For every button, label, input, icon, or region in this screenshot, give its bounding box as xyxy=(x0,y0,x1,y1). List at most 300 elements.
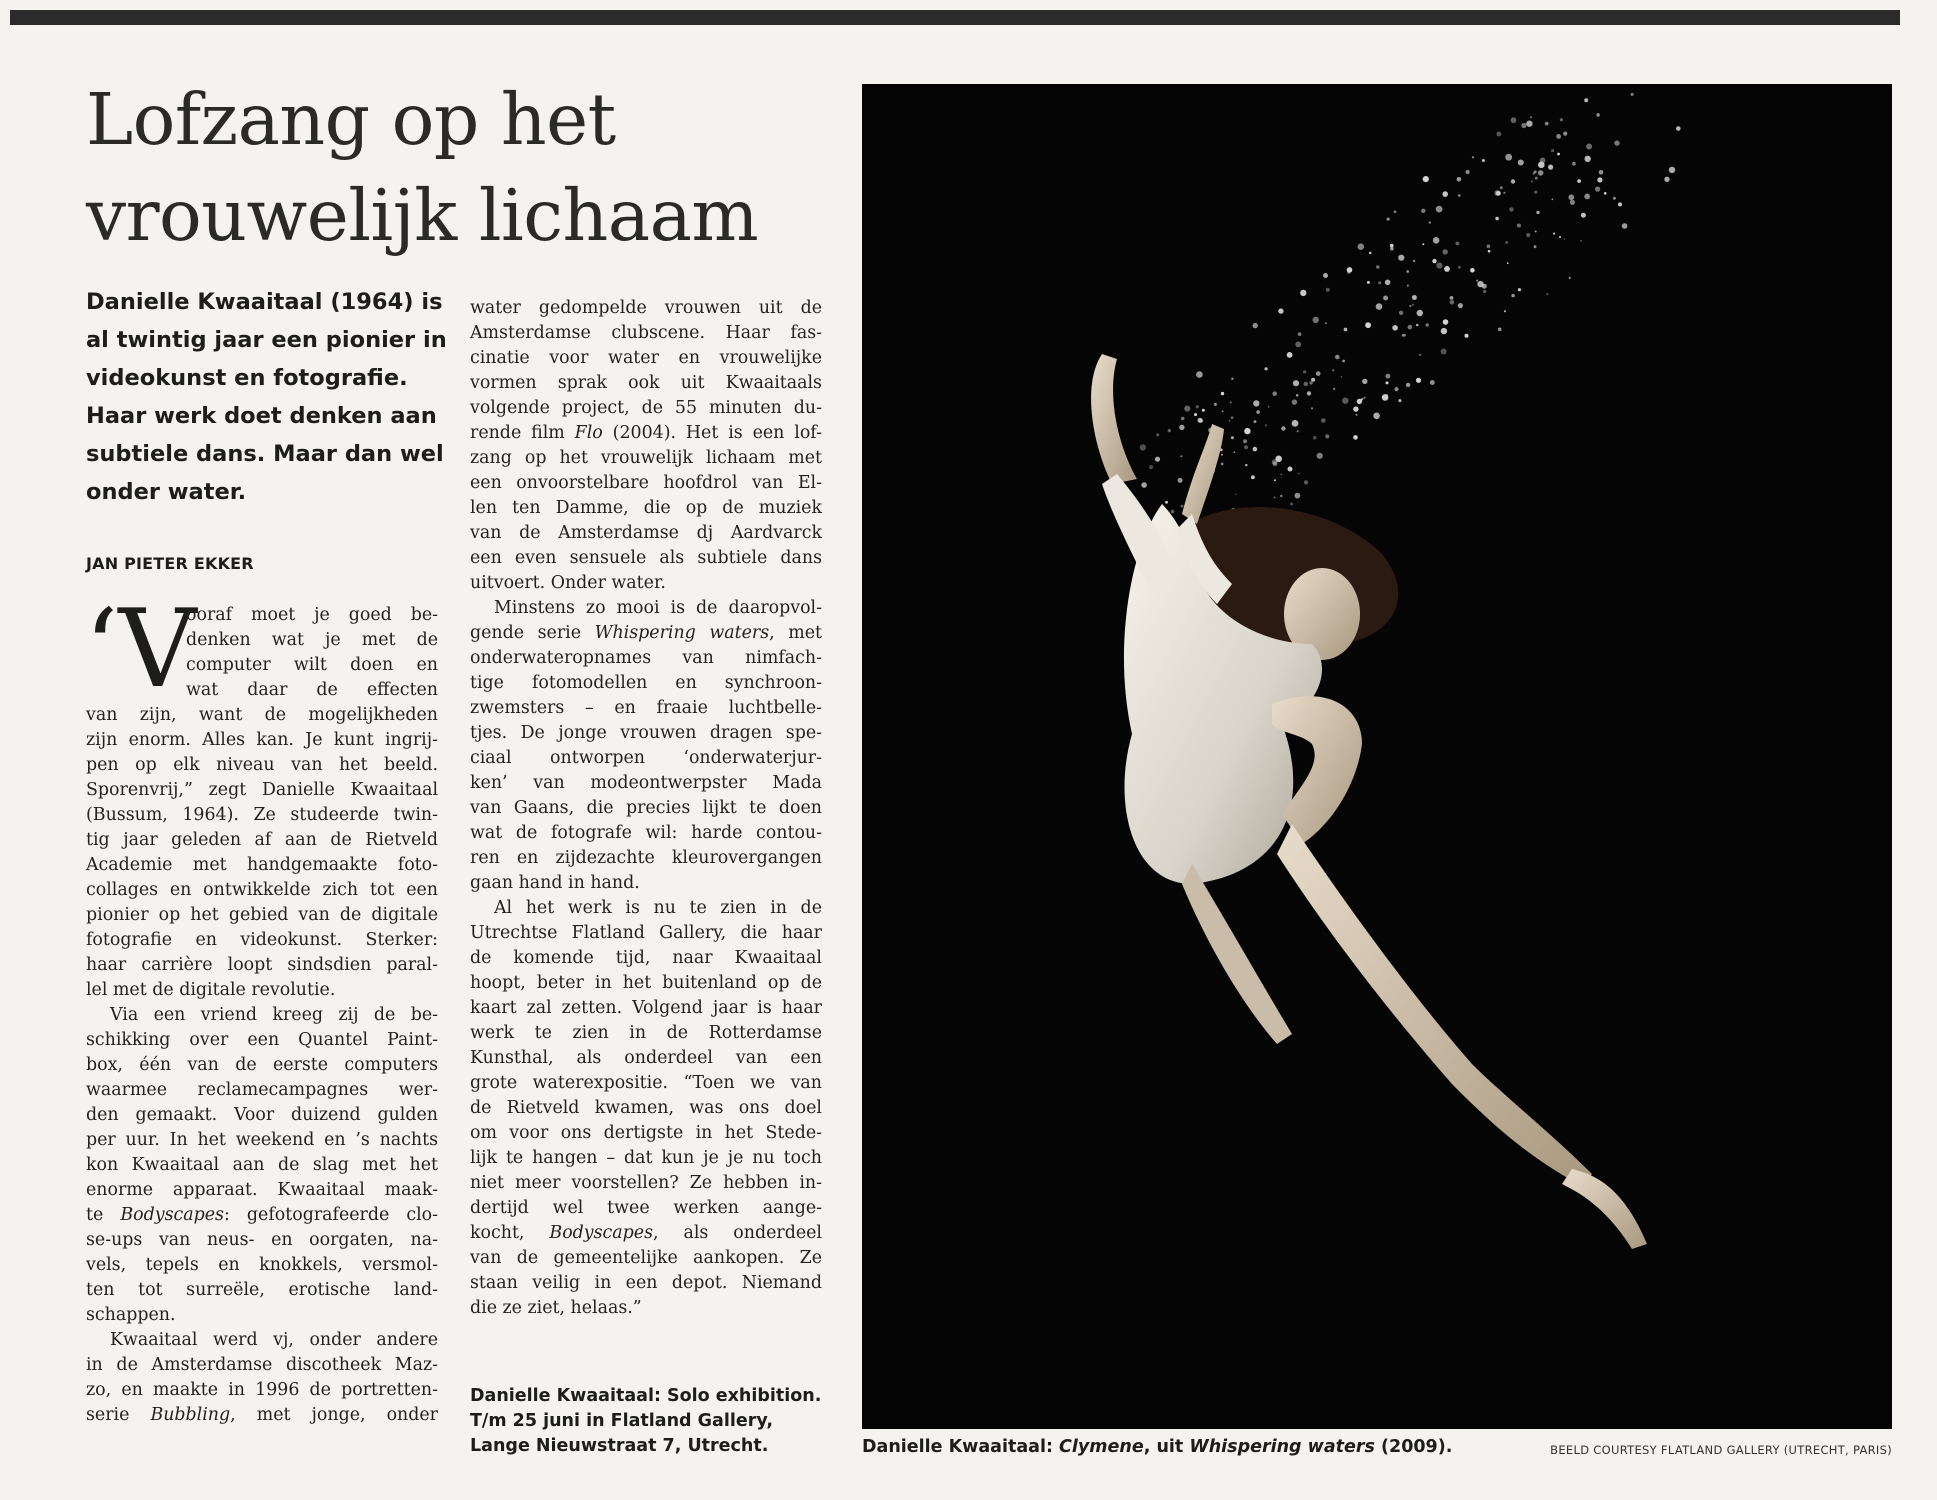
body-line: ren en zijdezachte kleurovergangen xyxy=(470,848,822,868)
bubble xyxy=(1385,374,1390,379)
bubble xyxy=(1669,167,1675,173)
body-line: fotografie en videokunst. Sterker: xyxy=(86,930,438,950)
bubble xyxy=(1538,162,1545,169)
bubble xyxy=(1517,224,1521,228)
bubble xyxy=(1265,367,1268,370)
bubble xyxy=(1297,430,1299,432)
bubble xyxy=(1416,378,1421,383)
body-line: een even sensuele als subtiele dans xyxy=(470,548,822,568)
bubble xyxy=(1304,382,1309,387)
bubble xyxy=(1194,413,1197,416)
caption-series: Whispering waters xyxy=(1189,1437,1375,1457)
body-line: wat de fotografe wil: harde contou- xyxy=(470,823,822,843)
bubble xyxy=(1584,194,1590,200)
bubble xyxy=(1526,233,1530,237)
bubble xyxy=(1347,267,1353,273)
bubble xyxy=(1394,210,1397,213)
body-line: gende serie Whispering waters, met xyxy=(470,623,822,643)
bubble xyxy=(1280,495,1282,497)
bubble xyxy=(1214,403,1217,406)
bubble xyxy=(1442,191,1448,197)
bubble xyxy=(1406,383,1410,387)
body-line: zang op het vrouwelijk lichaam met xyxy=(470,448,822,468)
bubble xyxy=(1155,457,1160,462)
body-line: tig jaar geleden af aan de Rietveld xyxy=(86,830,438,850)
bubble xyxy=(1436,262,1442,268)
exhibition-info xyxy=(470,1384,830,1459)
bubble xyxy=(1356,414,1358,416)
bubble xyxy=(1313,436,1317,440)
bubble xyxy=(1563,132,1567,136)
bubble xyxy=(1253,447,1258,452)
bubble xyxy=(1444,266,1450,272)
body-line: denken wat je met de xyxy=(186,630,438,650)
body-line: ken’ van modeontwerpster Mada xyxy=(470,773,822,793)
bubble xyxy=(1251,475,1255,479)
bubble xyxy=(1631,93,1634,96)
body-line: Amsterdamse clubscene. Haar fas- xyxy=(470,323,822,343)
body-line: niet meer voorstellen? Ze hebben in- xyxy=(470,1173,822,1193)
bubble xyxy=(1181,505,1184,508)
bubble xyxy=(1353,435,1358,440)
lead-line: al twintig jaar een pionier in xyxy=(86,327,447,353)
bubble xyxy=(1378,281,1381,284)
bubble xyxy=(1353,406,1358,411)
bubble xyxy=(1432,259,1436,263)
bubble xyxy=(1181,417,1185,421)
caption-suffix: (2009). xyxy=(1374,1437,1453,1457)
bubble xyxy=(1408,325,1413,330)
bubble xyxy=(1412,295,1417,300)
bubble xyxy=(1292,399,1297,404)
body-line: waarmee reclamecampagnes wer- xyxy=(86,1080,438,1100)
bubble xyxy=(1546,293,1548,295)
bubble xyxy=(1482,284,1487,289)
lead-line: subtiele dans. Maar dan wel xyxy=(86,441,444,467)
bubble xyxy=(1545,122,1549,126)
bubble xyxy=(1365,322,1371,328)
bubble xyxy=(1507,262,1509,264)
bubble xyxy=(1531,181,1533,183)
body-line: onderwateropnames van nimfach- xyxy=(470,648,822,668)
body-line: van de Amsterdamse dj Aardvarck xyxy=(470,523,822,543)
bubble xyxy=(1303,370,1306,373)
body-line: Via een vriend kreeg zij de be- xyxy=(110,1005,438,1025)
bubble xyxy=(1409,305,1411,307)
bubble xyxy=(1466,170,1470,174)
body-line: te Bodyscapes: gefotografeerde clo- xyxy=(86,1205,438,1225)
body-line: ciaal ontworpen ‘onderwaterjur- xyxy=(470,748,822,768)
bubble xyxy=(1196,405,1199,408)
body-line: van de gemeentelijke aankopen. Ze xyxy=(470,1248,822,1268)
bubble xyxy=(1487,244,1491,248)
lead-line: videokunst en fotografie. xyxy=(86,365,408,391)
bubble xyxy=(1482,159,1485,162)
bubble xyxy=(1585,156,1591,162)
bubble xyxy=(1231,436,1234,439)
bubble xyxy=(1407,285,1409,287)
bubble xyxy=(1530,116,1532,118)
bubble xyxy=(1235,494,1237,496)
bubble xyxy=(1509,207,1513,211)
bubble xyxy=(1504,310,1506,312)
caption-prefix: Danielle Kwaaitaal: xyxy=(862,1437,1060,1457)
bubble xyxy=(1141,482,1147,488)
bubble xyxy=(1317,453,1323,459)
bubble xyxy=(1503,192,1505,194)
bubble xyxy=(1416,324,1419,327)
bubble xyxy=(1412,304,1414,306)
body-line: box, één van de eerste computers xyxy=(86,1055,438,1075)
body-line: van Gaans, die precies lijkt te doen xyxy=(470,798,822,818)
bubble xyxy=(1363,397,1365,399)
bubble xyxy=(1335,355,1340,360)
lead-line: Haar werk doet denken aan xyxy=(86,403,437,429)
bubble xyxy=(1149,465,1153,469)
body-line: kocht, Bodyscapes, als onderdeel xyxy=(470,1223,822,1243)
bubble xyxy=(1535,177,1538,180)
bubble xyxy=(1430,380,1435,385)
bubble xyxy=(1534,245,1537,248)
bubble xyxy=(1168,429,1171,432)
byline: JAN PIETER EKKER xyxy=(86,554,254,573)
bubble xyxy=(1622,223,1628,229)
bubble xyxy=(1198,418,1203,423)
bubble xyxy=(1373,413,1380,420)
bubble xyxy=(1548,165,1553,170)
bubble xyxy=(1470,268,1475,273)
bubble xyxy=(1321,418,1326,423)
bubble xyxy=(1287,352,1293,358)
bubble xyxy=(1272,391,1277,396)
bubble xyxy=(1511,294,1514,297)
bubble xyxy=(1178,478,1183,483)
bubble xyxy=(1441,328,1447,334)
bubble xyxy=(1307,391,1311,395)
bubble xyxy=(1614,140,1619,145)
bubble xyxy=(1443,249,1448,254)
bubble xyxy=(1511,179,1515,183)
body-line: de Rietveld kwamen, was ons doel xyxy=(470,1098,822,1118)
bubble xyxy=(1421,209,1425,213)
bubble xyxy=(1281,474,1283,476)
bubble xyxy=(1298,473,1300,475)
bubble xyxy=(1557,153,1560,156)
bubble xyxy=(1221,454,1223,456)
bubble xyxy=(1316,371,1321,376)
body-line: zwemsters – en fraaie luchtbelle- xyxy=(470,698,822,718)
bubble xyxy=(1441,349,1447,355)
body-line: zo, en maakte in 1996 de portretten- xyxy=(86,1380,438,1400)
bubble xyxy=(1505,154,1512,161)
photo-caption xyxy=(862,1437,1452,1457)
bubble xyxy=(1295,342,1301,348)
body-line: wat daar de effecten xyxy=(186,680,438,700)
body-line: ooraf moet je goed be- xyxy=(186,605,438,625)
bubble xyxy=(1518,288,1521,291)
bubble xyxy=(1376,303,1383,310)
bubble xyxy=(1599,170,1604,175)
bubble xyxy=(1244,428,1250,434)
bubble xyxy=(1505,241,1508,244)
bubble xyxy=(1333,388,1335,390)
body-line: een onvoorstelbare hoofdrol van El- xyxy=(470,473,822,493)
bubble xyxy=(1511,117,1517,123)
body-line: rende film Flo (2004). Het is een lof- xyxy=(470,423,822,443)
bubble xyxy=(1243,439,1247,443)
bubble xyxy=(1234,452,1236,454)
bubble xyxy=(1156,433,1159,436)
body-line: (Bussum, 1964). Ze studeerde twin- xyxy=(86,805,438,825)
bubble xyxy=(1295,493,1301,499)
body-line: Kunsthal, als onderdeel van een xyxy=(470,1048,822,1068)
bubble xyxy=(1254,420,1257,423)
body-line: om voor ons dertigste in het Stede- xyxy=(470,1123,822,1143)
bubble xyxy=(1458,194,1460,196)
bubble xyxy=(1560,118,1563,121)
bubble xyxy=(1494,190,1500,196)
body-line: die ze ziet, helaas.” xyxy=(470,1298,642,1318)
bubble xyxy=(1293,380,1299,386)
bubble xyxy=(1392,325,1398,331)
bubble xyxy=(1278,308,1283,313)
bubble xyxy=(1495,217,1499,221)
bubble xyxy=(1580,240,1582,242)
bubble xyxy=(1533,173,1535,175)
body-line: van zijn, want de mogelijkheden xyxy=(86,705,438,725)
body-line: haar carrière loopt sindsdien paral- xyxy=(86,955,438,975)
body-line: Sporenvrij,” zegt Danielle Kwaaitaal xyxy=(86,780,438,800)
info-line: Danielle Kwaaitaal: Solo exhibition. xyxy=(470,1386,822,1406)
bubble xyxy=(1483,290,1486,293)
bubble xyxy=(1140,444,1146,450)
bubble xyxy=(1231,416,1234,419)
bubble xyxy=(1398,399,1401,402)
body-line: staan veilig in een depot. Niemand xyxy=(470,1273,822,1293)
bubble xyxy=(1325,322,1327,324)
bubble xyxy=(1358,243,1365,250)
body-line: cinatie voor water en vrouwelijke xyxy=(470,348,822,368)
bubble xyxy=(1398,255,1404,261)
body-line: gaan hand in hand. xyxy=(470,873,640,893)
bubble xyxy=(1564,238,1566,240)
body-line: uitvoert. Onder water. xyxy=(470,573,666,593)
bubble xyxy=(1325,434,1329,438)
bubble xyxy=(1253,323,1258,328)
bubble xyxy=(1584,98,1588,102)
bubble xyxy=(1274,497,1276,499)
bubble xyxy=(1569,277,1571,279)
bubble xyxy=(1500,186,1503,189)
bubble xyxy=(1292,420,1299,427)
bubble xyxy=(1386,381,1389,384)
bubble xyxy=(1221,392,1224,395)
body-line: Kwaaitaal werd vj, onder andere xyxy=(110,1330,438,1350)
body-line: len ten Damme, die op de muziek xyxy=(470,498,822,518)
body-line: per uur. In het weekend en ’s nachts xyxy=(86,1130,438,1150)
bubble xyxy=(1604,192,1607,195)
bubble xyxy=(1341,376,1343,378)
bubble xyxy=(1568,194,1574,200)
bubble xyxy=(1390,244,1394,248)
bubble xyxy=(1361,398,1363,400)
bubble xyxy=(1436,206,1443,213)
bubble xyxy=(1458,303,1463,308)
bubble xyxy=(1581,213,1586,218)
body-line: tige fotomodellen en synchroon- xyxy=(470,673,822,693)
body-line: dertijd wel twee werken aange- xyxy=(470,1198,822,1218)
bubble xyxy=(1458,266,1461,269)
bubble xyxy=(1535,231,1537,233)
body-line: kaart zal zetten. Volgend jaar is haar xyxy=(470,998,822,1018)
underwater-photo xyxy=(862,84,1892,1429)
bubble xyxy=(1385,280,1391,286)
bubble xyxy=(1618,202,1622,206)
bubble xyxy=(1413,260,1415,262)
bubble xyxy=(1417,310,1423,316)
bubble xyxy=(1362,379,1367,384)
lead-paragraph xyxy=(86,283,456,511)
bubble xyxy=(1664,177,1669,182)
bubble xyxy=(1399,311,1403,315)
bubble xyxy=(1597,177,1602,182)
body-line: lijk te hangen – dat kun je je nu toch xyxy=(470,1148,822,1168)
bubble xyxy=(1313,317,1319,323)
bubble xyxy=(1551,149,1554,152)
bubble xyxy=(1253,400,1259,406)
bubble xyxy=(1245,464,1247,466)
bubble xyxy=(1298,332,1302,336)
bubble xyxy=(1518,160,1524,166)
bubble xyxy=(1419,354,1421,356)
body-line: hoopt, beter in het buitenland op de xyxy=(470,973,822,993)
bubble xyxy=(1265,424,1267,426)
body-line: Academie met handgemaakte foto- xyxy=(86,855,438,875)
body-line: Al het werk is nu te zien in de xyxy=(494,898,822,918)
caption-mid: , uit xyxy=(1143,1437,1190,1457)
bubble xyxy=(1536,211,1539,214)
bubble xyxy=(1472,156,1474,158)
bubble xyxy=(1311,378,1315,382)
bubble xyxy=(1376,265,1380,269)
body-line: enorme apparaat. Kwaaitaal maak- xyxy=(86,1180,438,1200)
bubble xyxy=(1342,398,1348,404)
bubble xyxy=(1268,406,1270,408)
bubble xyxy=(1256,410,1260,414)
bubble xyxy=(1498,328,1502,332)
bubble xyxy=(1450,296,1454,300)
body-line: zijn enorm. Alles kan. Je kunt ingrij- xyxy=(86,730,438,750)
bubble xyxy=(1274,479,1276,481)
bubble xyxy=(1406,270,1409,273)
bubble xyxy=(1323,273,1328,278)
bubble xyxy=(1382,394,1389,401)
bubble xyxy=(1165,501,1168,504)
top-rule xyxy=(10,10,1900,25)
body-line: grote waterexpositie. “Toen we van xyxy=(470,1073,822,1093)
body-line: pen op elk niveau van het beeld. xyxy=(86,755,438,775)
body-line: pionier op het gebied van de digitale xyxy=(86,905,438,925)
bubble xyxy=(1171,510,1175,514)
body-line: schappen. xyxy=(86,1305,176,1325)
bubble xyxy=(1426,323,1429,326)
caption-title: Clymene xyxy=(1059,1437,1144,1457)
bubble xyxy=(1196,371,1203,378)
bubble xyxy=(1476,280,1478,282)
bubble xyxy=(1552,198,1554,200)
bubble xyxy=(1290,503,1293,506)
photo-illustration xyxy=(862,84,1892,1429)
body-line: collages en ontwikkelde zich tot een xyxy=(86,880,438,900)
body-line: de komende tijd, naar Kwaaitaal xyxy=(470,948,822,968)
bubble xyxy=(1344,328,1348,332)
body-line: lel met de digitale revolutie. xyxy=(86,980,336,1000)
bubble xyxy=(1676,126,1681,131)
bubble xyxy=(1281,426,1285,430)
bubble xyxy=(1300,290,1306,296)
bubble xyxy=(1526,121,1532,127)
headline xyxy=(86,72,856,264)
bubble xyxy=(1179,425,1184,430)
bubble xyxy=(1538,170,1544,176)
bubble xyxy=(1184,406,1190,412)
bubble xyxy=(1443,319,1449,325)
bubble xyxy=(1456,242,1460,246)
bubble xyxy=(1369,252,1372,255)
bubble xyxy=(1613,197,1616,200)
bubble xyxy=(1422,243,1424,245)
bubble xyxy=(1326,288,1330,292)
bubble xyxy=(1229,420,1231,422)
body-line: Minstens zo mooi is de daaropvol- xyxy=(494,598,822,618)
body-line: tjes. De jonge vrouwen dragen spe- xyxy=(470,723,822,743)
body-line: water gedompelde vrouwen uit de xyxy=(470,298,822,318)
bubble xyxy=(1521,123,1526,128)
body-column-1 xyxy=(86,603,438,1428)
bubble xyxy=(1222,411,1224,413)
body-line: ten tot surreële, erotische land- xyxy=(86,1280,438,1300)
bubble xyxy=(1272,459,1278,465)
bubble xyxy=(1402,334,1405,337)
bubble xyxy=(1553,233,1555,235)
body-line: vormen sprak ook uit Kwaaitaals xyxy=(470,373,822,393)
headline-line-2: vrouwelijk lichaam xyxy=(86,174,759,257)
bubble xyxy=(1311,407,1313,409)
body-line: serie Bubbling, met jonge, onder xyxy=(86,1405,438,1425)
info-line: T/m 25 juni in Flatland Gallery, xyxy=(470,1411,774,1431)
body-line: werk te zien in de Rotterdamse xyxy=(470,1023,822,1043)
bubble xyxy=(1394,387,1398,391)
bubble xyxy=(1586,144,1592,150)
body-line: schikking over een Quantel Paint- xyxy=(86,1030,438,1050)
photo-background xyxy=(862,84,1892,1429)
body-line: computer wilt doen en xyxy=(186,655,438,675)
bubble xyxy=(1429,221,1431,223)
drop-cap: ‘V xyxy=(84,587,197,712)
body-line: vels, tepels en knokkels, versmol- xyxy=(86,1255,438,1275)
bubble xyxy=(1288,467,1293,472)
bubble xyxy=(1465,334,1469,338)
bubble xyxy=(1534,191,1537,194)
bubble xyxy=(1450,300,1455,305)
bubble xyxy=(1180,455,1182,457)
bubble xyxy=(1577,179,1581,183)
bubble xyxy=(1367,281,1370,284)
bubble xyxy=(1221,463,1224,466)
bubble xyxy=(1595,187,1600,192)
bubble xyxy=(1309,381,1312,384)
bubble xyxy=(1423,176,1429,182)
